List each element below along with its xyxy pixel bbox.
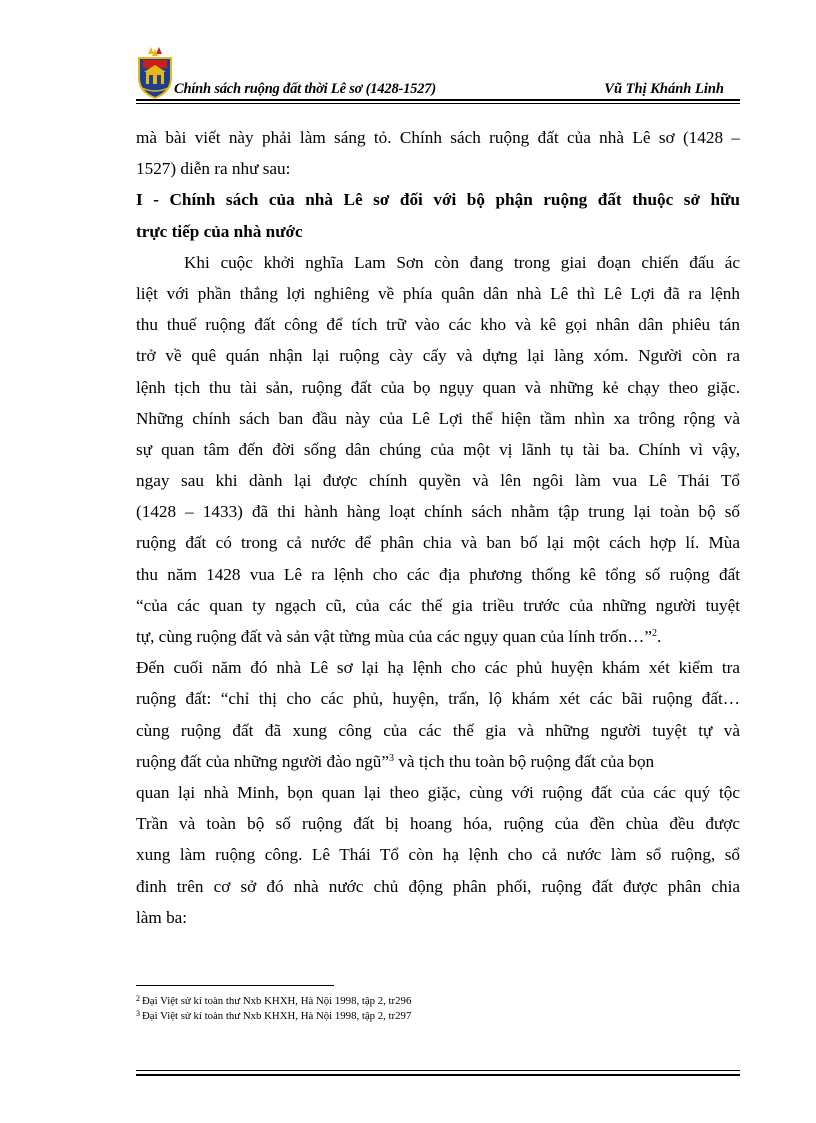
body-punct: . (656, 627, 662, 646)
body-line: cùng ruộng đất đã xung công của các thế gia và những người tuyệt tự và (136, 720, 740, 740)
header-author: Vũ Thị Khánh Linh (604, 81, 724, 97)
footnote (136, 1009, 740, 1024)
body-line: làm ba: (136, 907, 188, 927)
body-line: ruộng đất: “chỉ thị cho các phủ, huyện, trấn, lộ khám xét các bãi ruộng đất… (136, 689, 740, 709)
body-text: và tịch thu toàn bộ ruộng đất của bọn (394, 751, 655, 771)
footer-rule-thick (136, 1074, 740, 1076)
page-header (136, 44, 740, 100)
body-line (136, 746, 740, 777)
footnote-ref: 3 (389, 752, 395, 764)
body-line: liệt với phần thắng lợi nghiêng về phía quân dân nhà Lê thì Lê Lợi đã ra lệnh (136, 283, 740, 303)
footnote (136, 994, 740, 1009)
body-line (136, 621, 740, 652)
body-line: xung làm ruộng công. Lê Thái Tổ còn hạ lệnh cho cả nước làm sổ ruộng, sổ (136, 845, 740, 865)
footnote-separator (136, 985, 334, 986)
footnote-mark: 2 (136, 994, 140, 1003)
body-line: Những chính sách ban đầu này của Lê Lợi thể hiện tầm nhìn xa trông rộng và (136, 408, 740, 428)
header-rule (136, 99, 740, 101)
footnote-text: Đại Việt sử kí toàn thư Nxb KHXH, Hà Nội 1998, tập 2, tr296 (142, 995, 412, 1007)
body-line: 1527) diễn ra như sau: (136, 159, 291, 179)
body-line: Trần và toàn bộ số ruộng đất bị hoang hóa, ruộng của đền chùa đều được (136, 814, 740, 834)
university-crest-icon (136, 44, 174, 100)
body-line: thu thuế ruộng đất công để tích trữ vào các kho và kê gọi nhân dân phiêu tán (136, 315, 740, 335)
header-title: Chính sách ruộng đất thời Lê sơ (1428-1527) (174, 81, 436, 97)
body-line: (1428 – 1433) đã thi hành hàng loạt chính sách nhằm tập trung lại toàn bộ số (136, 502, 740, 522)
page-body (136, 122, 740, 933)
body-text: ruộng đất của những người đào ngũ” (136, 751, 390, 771)
section-heading: trực tiếp của nhà nước (136, 221, 303, 241)
header-rule-thin (136, 103, 740, 104)
body-line: sự quan tâm đến đời sống dân chúng của một vị lãnh tụ tài ba. Chính vì vậy, (136, 439, 740, 459)
body-line: Đến cuối năm đó nhà Lê sơ lại hạ lệnh cho các phủ huyện khám xét kiểm tra (136, 658, 740, 678)
footer-rule (136, 1070, 740, 1071)
footnotes (136, 994, 740, 1024)
body-line: quan lại nhà Minh, bọn quan lại theo giặc, cùng với ruộng đất của các quý tộc (136, 782, 740, 802)
body-line: trở về quê quán nhận lại ruộng cày cấy và dựng lại làng xóm. Người còn ra (136, 346, 740, 366)
section-heading: I - Chính sách của nhà Lê sơ đối với bộ phận ruộng đất thuộc sở hữu (136, 190, 740, 210)
footnote-text: Đại Việt sử kí toàn thư Nxb KHXH, Hà Nội 1998, tập 2, tr297 (142, 1010, 412, 1022)
body-line: ruộng đất có trong cả nước để phân chia và ban bố lại một cách hợp lí. Mùa (136, 533, 740, 553)
body-line: “của các quan ty ngạch cũ, của các thế gia triều trước của những người tuyệt (136, 595, 740, 615)
body-line: ngay sau khi dành lại được chính quyền và lên ngôi làm vua Lê Thái Tổ (136, 471, 740, 491)
footnote-mark: 3 (136, 1009, 140, 1018)
body-text: tự, cùng ruộng đất và sản vật từng mùa của các ngụy quan của lính trốn…” (136, 627, 652, 646)
body-line: mà bài viết này phải làm sáng tỏ. Chính sách ruộng đất của nhà Lê sơ (1428 – (136, 128, 740, 147)
footnote-ref: 2 (651, 628, 657, 639)
body-line: Khi cuộc khởi nghĩa Lam Sơn còn đang trong giai đoạn chiến đấu ác (184, 252, 740, 272)
body-line: thu năm 1428 vua Lê ra lệnh cho các địa phương thống kê tổng số ruộng đất (136, 564, 740, 584)
body-line: lệnh tịch thu tài sản, ruộng đất của bọ ngụy quan và những kẻ chạy theo giặc. (136, 377, 740, 397)
body-line: đinh trên cơ sở đó nhà nước chủ động phân phối, ruộng đất được phân chia (136, 876, 740, 896)
